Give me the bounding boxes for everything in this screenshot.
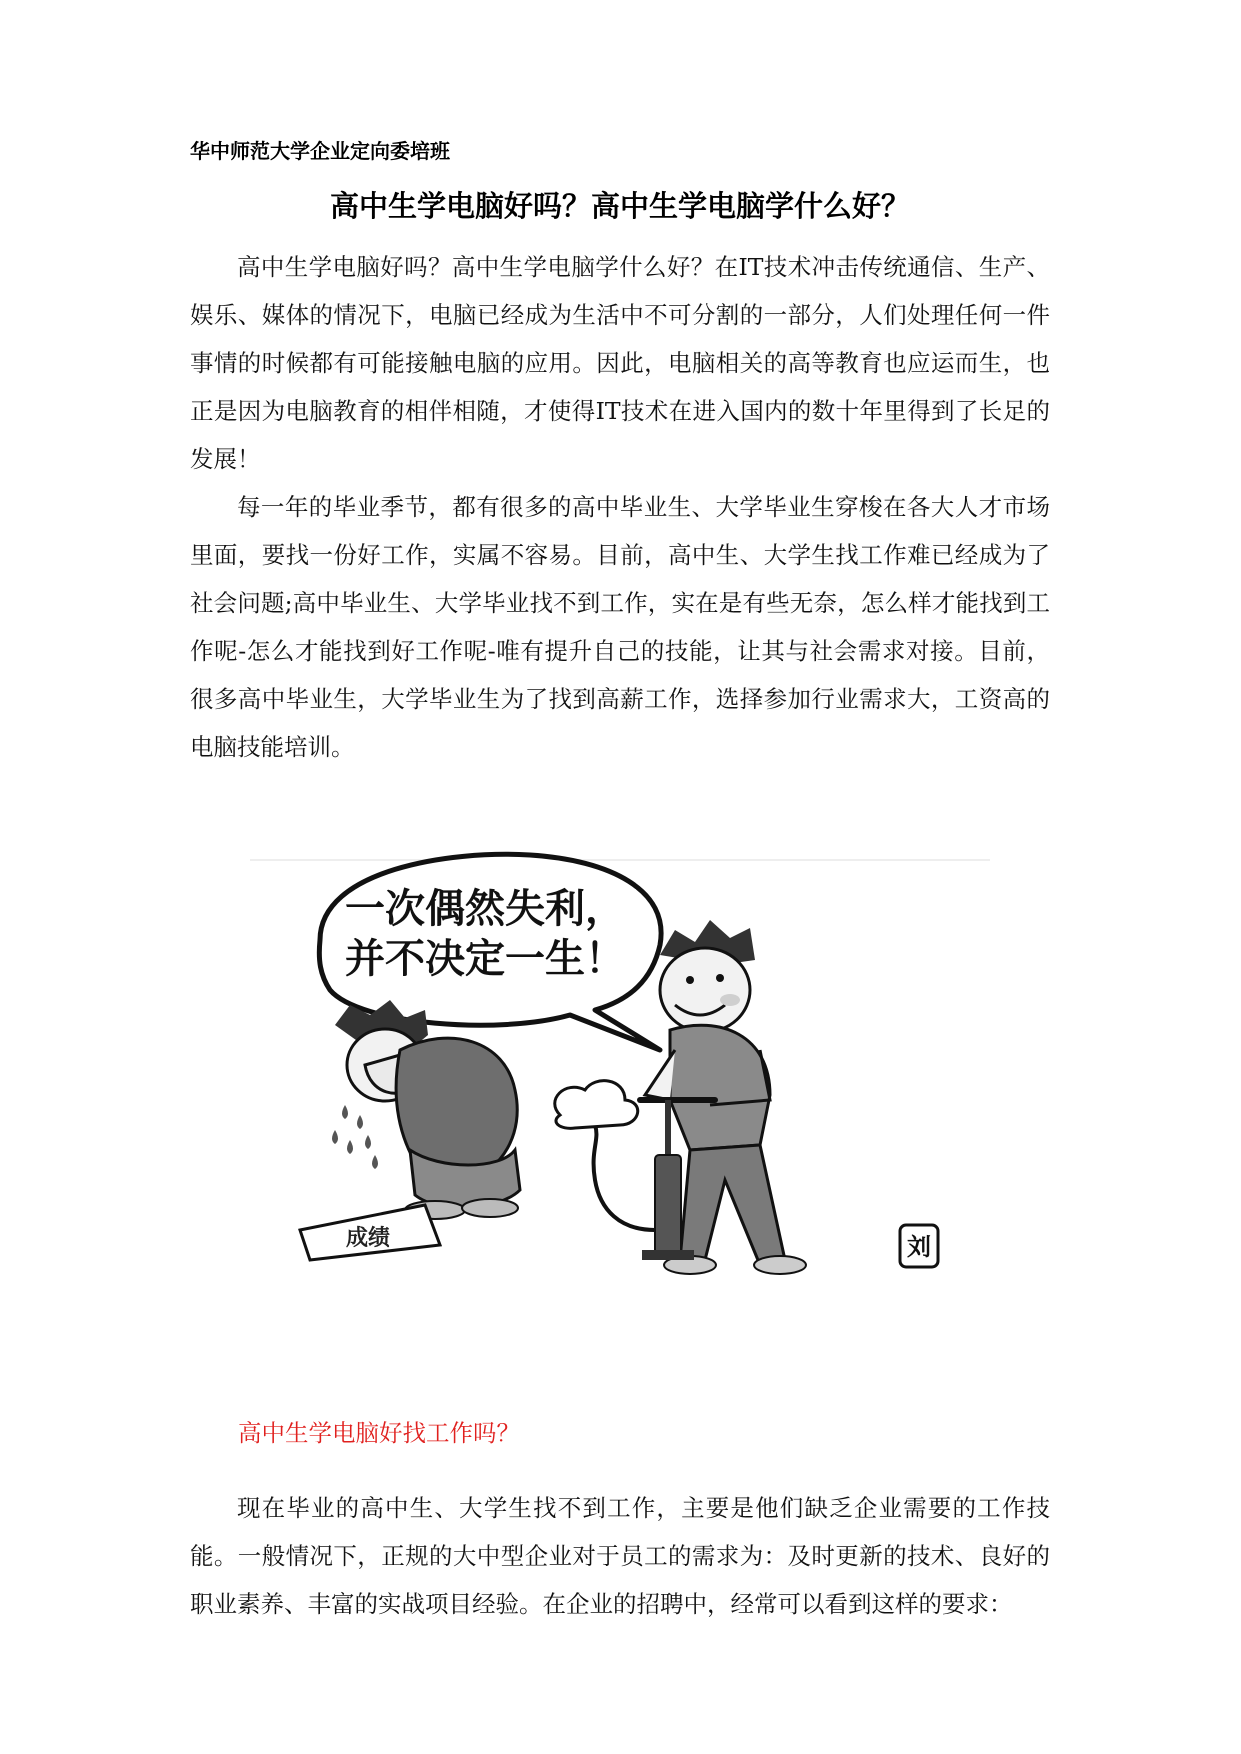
- cartoon-illustration: [250, 850, 990, 1330]
- paragraph-1: 高中生学电脑好吗？高中生学电脑学什么好？在IT技术冲击传统通信、生产、娱乐、媒体的情况下，电脑已经成为生活中不可分割的一部分，人们处理任何一件事情的时候都有可能接触电脑的应用。因此，电脑相关的高等教育也应运而生，也正是因为电脑教育的相伴相随，才使得IT技术在进入国内的数十年里得到了长足的发展！: [190, 253, 1050, 473]
- paper-text: 成绩: [345, 1226, 391, 1251]
- bubble-line-1: 一次偶然失利，: [345, 886, 625, 932]
- paragraph-2: 每一年的毕业季节，都有很多的高中毕业生、大学毕业生穿梭在各大人才市场里面，要找一份好工作，实属不容易。目前，高中生、大学生找工作难已经成为了社会问题;高中毕业生、大学毕业找不到工作，实在是有些无奈，怎么样才能找到工作呢-怎么才能找到好工作呢-唯有提升自己的技能，让其与社会需求对接。目前，很多高中毕业生，大学毕业生为了找到高薪工作，选择参加行业需求大，工资高的电脑技能培训。: [190, 493, 1050, 761]
- paragraph-3: 现在毕业的高中生、大学生找不到工作，主要是他们缺乏企业需要的工作技能。一般情况下，正规的大中型企业对于员工的需求为：及时更新的技术、良好的职业素养、丰富的实战项目经验。在企业的招聘中，经常可以看到这样的要求：: [190, 1494, 1050, 1618]
- bubble-line-2: 并不决定一生！: [345, 936, 625, 982]
- exam-paper: [300, 1205, 440, 1260]
- seal-text: 刘: [907, 1232, 931, 1261]
- document-header: 华中师范大学企业定向委培班: [190, 139, 450, 163]
- artist-seal: [900, 1225, 938, 1267]
- section-subheading: 高中生学电脑好找工作吗？: [238, 1419, 520, 1447]
- crying-boy: [332, 1000, 520, 1219]
- document-title: 高中生学电脑好吗？高中生学电脑学什么好？: [329, 189, 910, 223]
